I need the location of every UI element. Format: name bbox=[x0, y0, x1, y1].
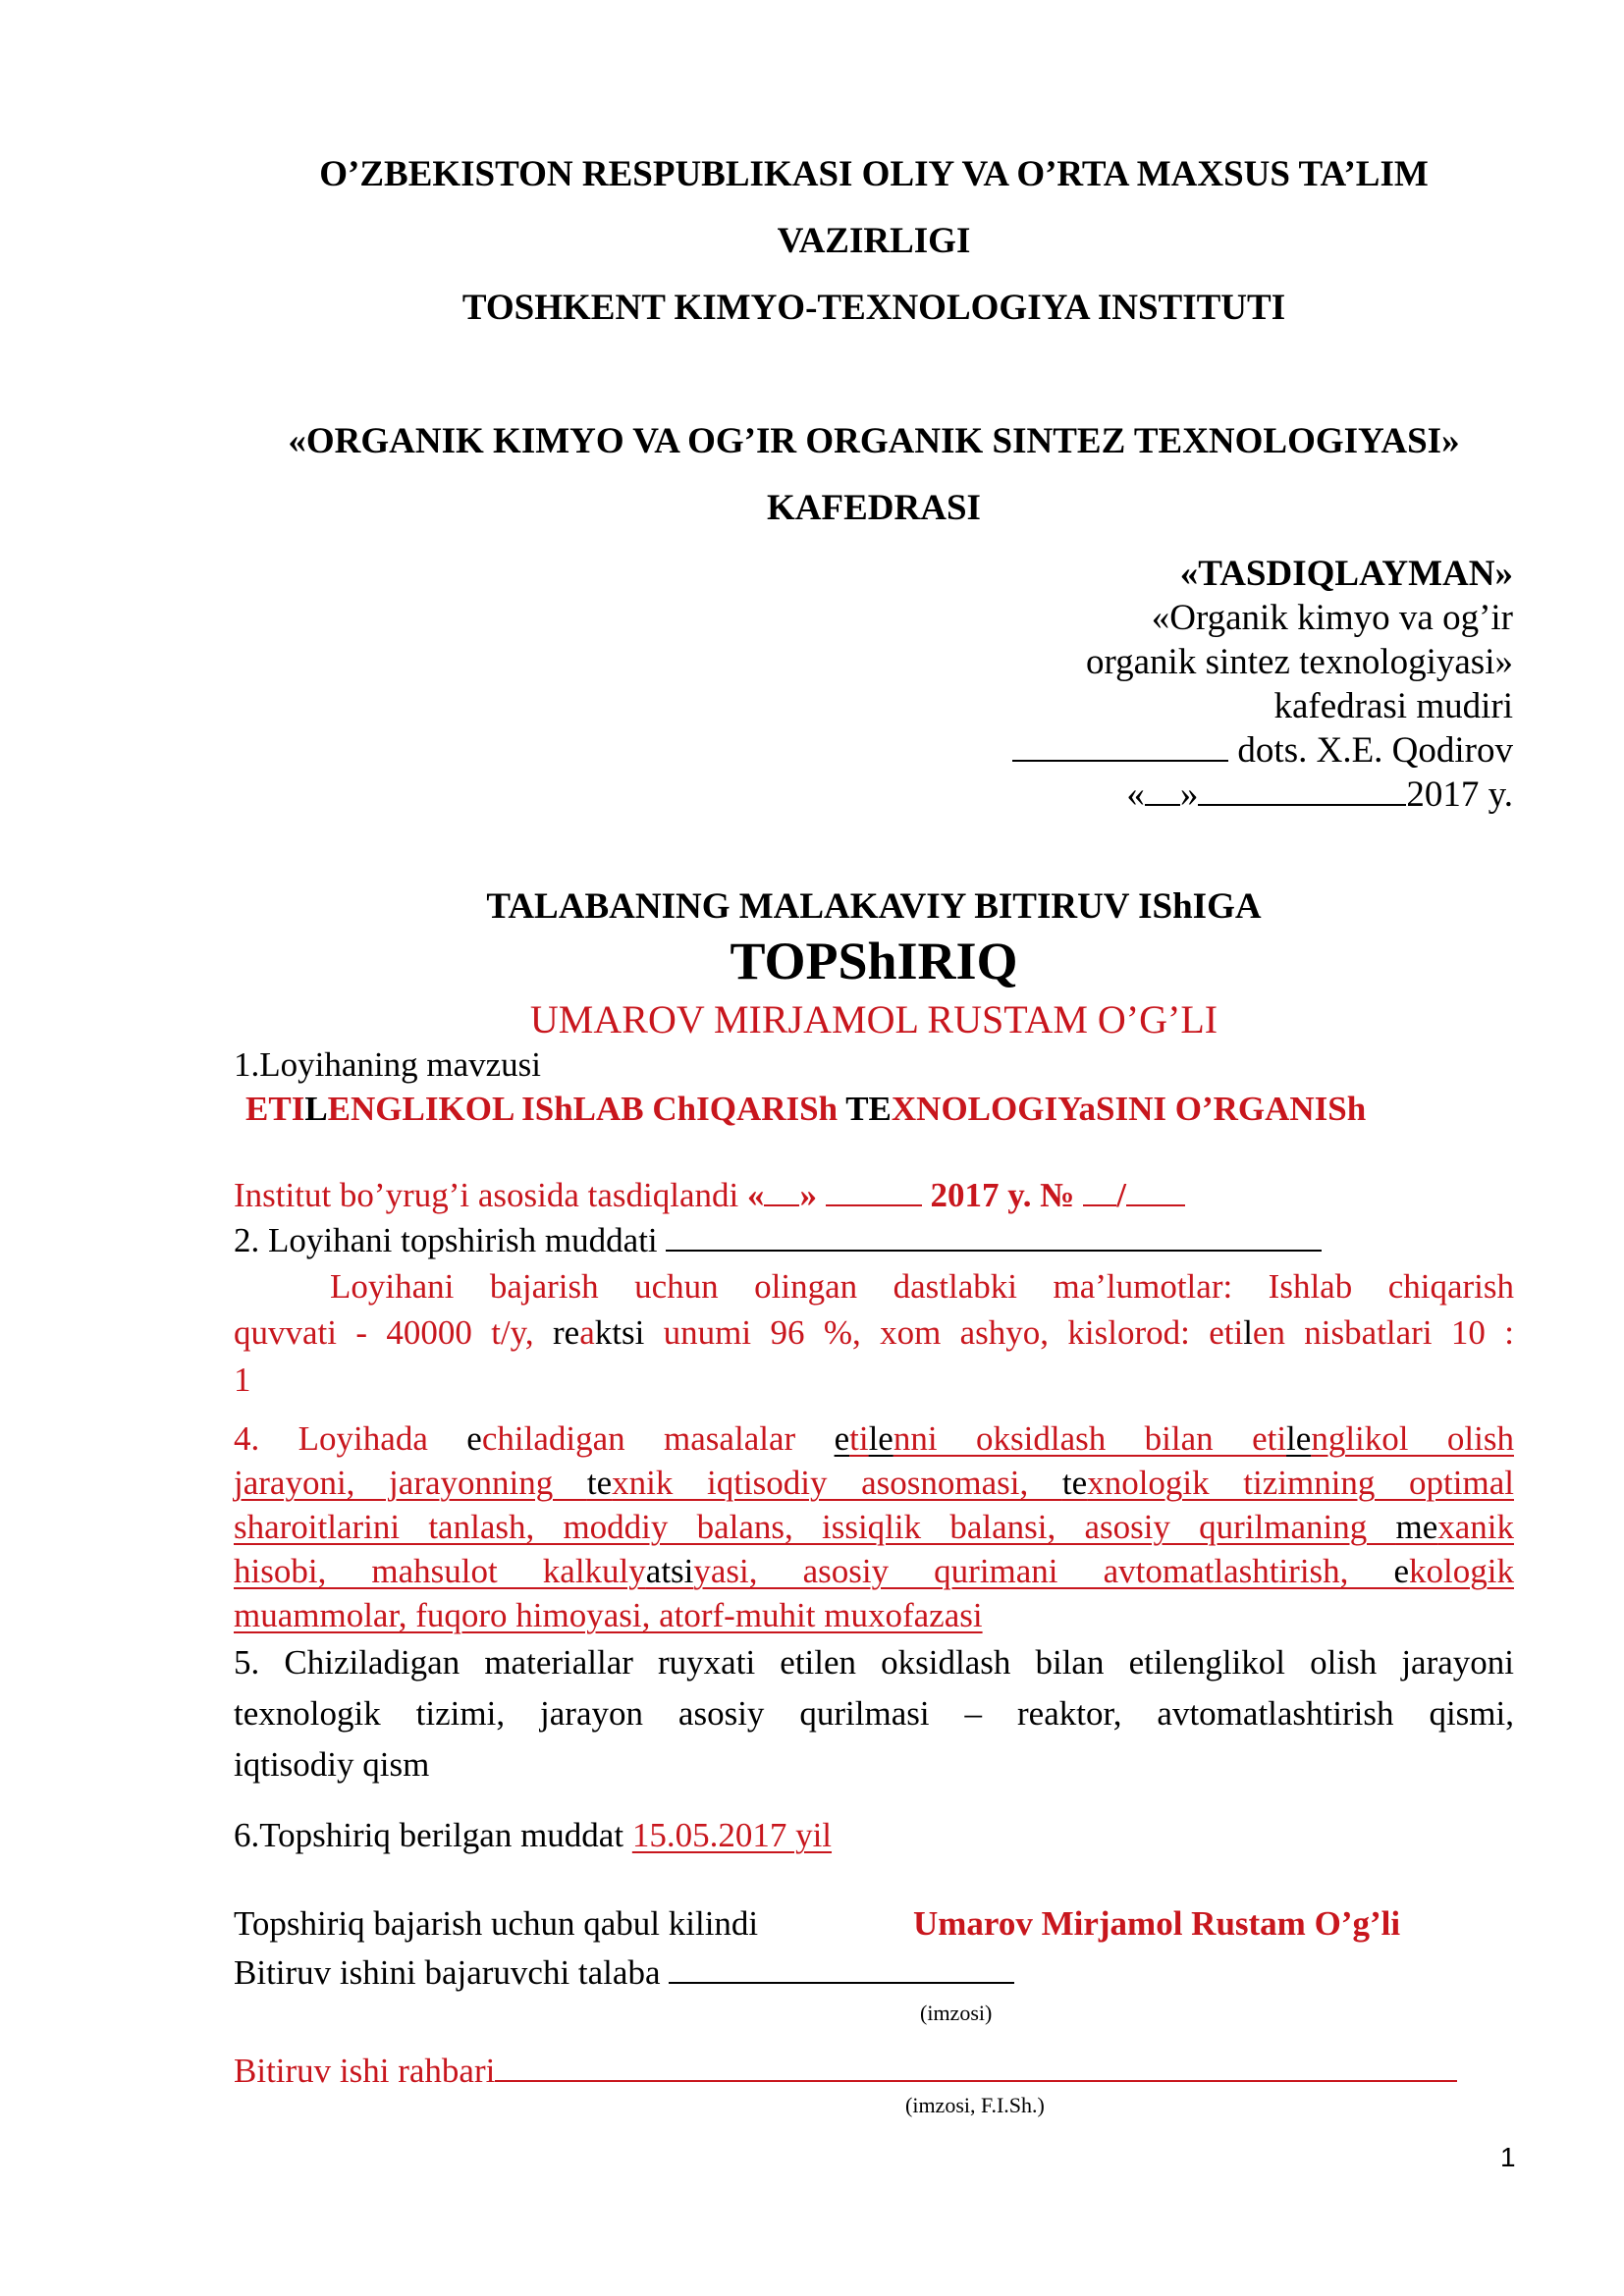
text-part: a bbox=[579, 1313, 595, 1352]
ministry-title-line1: O’ZBEKISTON RESPUBLIKASI OLIY VA O’RTA MAXSUS TA’LIM bbox=[319, 154, 1429, 194]
text-part: xnologik tizimning optimal bbox=[1087, 1464, 1514, 1502]
supervisor-signature-blank bbox=[495, 2055, 1457, 2082]
topic-part: E bbox=[327, 1090, 352, 1128]
initial-data-line bbox=[234, 1308, 1514, 1358]
text-part: ti bbox=[849, 1419, 869, 1458]
text-part: le bbox=[868, 1419, 893, 1458]
day-blank bbox=[1145, 778, 1180, 806]
signature-name-caption: (imzosi, F.I.Sh.) bbox=[905, 2093, 1045, 2117]
approval-year: 2017 y. bbox=[1406, 774, 1513, 815]
materials-line: 5. Chiziladigan materiallar ruyxati etilen oksidlash bilan etilenglikol olish jarayoni bbox=[234, 1643, 1514, 1682]
text-part: en nisbatlari 10 : bbox=[1252, 1313, 1514, 1352]
text-part: nni oksidlash bilan eti bbox=[893, 1419, 1287, 1458]
order-approval-line bbox=[234, 1176, 1185, 1215]
text-part: chiladigan masalalar bbox=[481, 1419, 835, 1458]
text-part: e bbox=[834, 1419, 850, 1458]
signature-caption: (imzosi) bbox=[920, 2001, 993, 2025]
approval-line1: «Organik kimyo va og’ir bbox=[1151, 598, 1513, 638]
student-name-heading: UMAROV MIRJAMOL RUSTAM O’G’LI bbox=[529, 997, 1218, 1041]
text-part: kologik bbox=[1409, 1552, 1514, 1590]
text-part: hisobi, mahsulot kalkuly bbox=[234, 1552, 646, 1590]
text-part: xnik iqtisodiy asosnomasi, bbox=[612, 1464, 1062, 1502]
text-part: sharoitlarini tanlash, moddiy balans, issiqlik balansi, asosiy qurilmaning bbox=[234, 1508, 1396, 1546]
text-part: te bbox=[586, 1464, 613, 1502]
initial-data-line: 1 bbox=[234, 1361, 251, 1399]
tasks-line bbox=[234, 1549, 1514, 1593]
text-part: le bbox=[1286, 1419, 1312, 1458]
institute-title: TOSHKENT KIMYO-TEXNOLOGIYA INSTITUTI bbox=[461, 288, 1286, 328]
approval-signer: dots. X.E. Qodirov bbox=[1228, 730, 1513, 771]
materials-paragraph bbox=[234, 1637, 1514, 1790]
tasks-line bbox=[234, 1461, 1514, 1505]
supervisor-row bbox=[234, 2052, 1457, 2091]
topic-part: ETI bbox=[245, 1090, 305, 1128]
tasks-paragraph bbox=[234, 1416, 1514, 1637]
text-part: xanik bbox=[1437, 1508, 1514, 1546]
tasks-line bbox=[234, 1505, 1514, 1549]
text-part: ktsi bbox=[594, 1313, 645, 1352]
order-year: 2017 y. № bbox=[921, 1176, 1084, 1214]
tasks-line bbox=[234, 1416, 1514, 1461]
approval-signer-row bbox=[1012, 729, 1513, 772]
department-title-line1: «ORGANIK KIMYO VA OG’IR ORGANIK SINTEZ TEXNOLOGIYASI» bbox=[288, 421, 1460, 461]
text-part: e bbox=[466, 1419, 482, 1458]
initial-data-line: Loyihani bajarish uchun olingan dastlabki ma’lumotlar: Ishlab chiqarish bbox=[330, 1267, 1514, 1306]
text-part: nglikol olish bbox=[1311, 1419, 1514, 1458]
topic-part: T bbox=[845, 1090, 869, 1128]
order-month-blank bbox=[826, 1179, 922, 1206]
approval-line2: organik sintez texnologiyasi» bbox=[1085, 642, 1513, 682]
text-part: quvvati - 40000 t/y, bbox=[234, 1313, 553, 1352]
approval-line3: kafedrasi mudiri bbox=[1273, 686, 1513, 726]
order-text: Institut bo’yrug’i asosida tasdiqlandi bbox=[234, 1176, 747, 1214]
topic-part: L bbox=[304, 1090, 328, 1128]
text-part: 4. Loyihada bbox=[234, 1419, 467, 1458]
topic-label: 1.Loyihaning mavzusi bbox=[234, 1045, 542, 1084]
approval-title: «TASDIQLAYMAN» bbox=[1179, 554, 1513, 594]
deadline-blank bbox=[666, 1224, 1322, 1252]
order-number-blank bbox=[1083, 1179, 1116, 1206]
project-topic bbox=[245, 1090, 1366, 1129]
issued-row bbox=[234, 1816, 832, 1855]
topic-part: XNOLOGIYaSINI O’RGANISh bbox=[891, 1090, 1367, 1128]
date-quote-close: » bbox=[1179, 774, 1199, 815]
performer-signature-blank bbox=[669, 1956, 1014, 1984]
order-quote-close: » bbox=[799, 1176, 817, 1214]
text-part: re bbox=[552, 1313, 580, 1352]
text-part: me bbox=[1395, 1508, 1438, 1546]
student-signature-name: Umarov Mirjamol Rustam O’g’li bbox=[913, 1904, 1401, 1943]
tasks-line: muammolar, fuqoro himoyasi, atorf-muhit muxofazasi bbox=[234, 1596, 983, 1634]
order-slash: / bbox=[1116, 1176, 1126, 1214]
materials-line: texnologik tizimi, jarayon asosiy qurilmasi – reaktor, avtomatlashtirish qismi, bbox=[234, 1694, 1514, 1733]
issued-label: 6.Topshiriq berilgan muddat bbox=[234, 1816, 632, 1854]
supervisor-label: Bitiruv ishi rahbari bbox=[234, 2052, 496, 2090]
assignment-title: TOPShIRIQ bbox=[730, 932, 1018, 990]
text-part: yasi, asosiy qurimani avtomatlashtirish, bbox=[693, 1552, 1394, 1590]
initial-data-paragraph bbox=[234, 1264, 1514, 1402]
assignment-subtitle: TALABANING MALAKAVIY BITIRUV IShIGA bbox=[486, 886, 1262, 927]
date-quote-open: « bbox=[1126, 774, 1145, 815]
topic-part: E bbox=[868, 1090, 892, 1128]
performer-row bbox=[234, 1953, 1014, 1993]
signature-blank bbox=[1012, 734, 1228, 762]
performer-label: Bitiruv ishini bajaruvchi talaba bbox=[234, 1953, 670, 1992]
approval-date-row bbox=[1126, 774, 1513, 816]
text-part: e bbox=[1393, 1552, 1410, 1590]
text-part: l bbox=[1243, 1313, 1253, 1352]
materials-line: iqtisodiy qism bbox=[234, 1745, 430, 1784]
order-quote-open: « bbox=[746, 1176, 765, 1214]
text-part: unumi 96 %, xom ashyo, kislorod: eti bbox=[644, 1313, 1244, 1352]
accepted-label: Topshiriq bajarish uchun qabul kilindi bbox=[234, 1904, 759, 1943]
deadline-label: 2. Loyihani topshirish muddati bbox=[234, 1221, 667, 1259]
topic-part: NGLIKOL IShLAB ChIQARISh bbox=[351, 1090, 846, 1128]
text-part: atsi bbox=[645, 1552, 694, 1590]
order-number-blank-2 bbox=[1126, 1179, 1185, 1206]
page-number: 1 bbox=[1500, 2142, 1516, 2172]
deadline-row bbox=[234, 1221, 1322, 1260]
text-part: te bbox=[1061, 1464, 1088, 1502]
issued-date: 15.05.2017 yil bbox=[631, 1816, 833, 1854]
month-blank bbox=[1198, 778, 1406, 806]
ministry-title-line2: VAZIRLIGI bbox=[777, 221, 971, 261]
department-title-line2: KAFEDRASI bbox=[767, 488, 981, 528]
text-part: jarayoni, jarayonning bbox=[234, 1464, 587, 1502]
order-day-blank bbox=[764, 1179, 799, 1206]
